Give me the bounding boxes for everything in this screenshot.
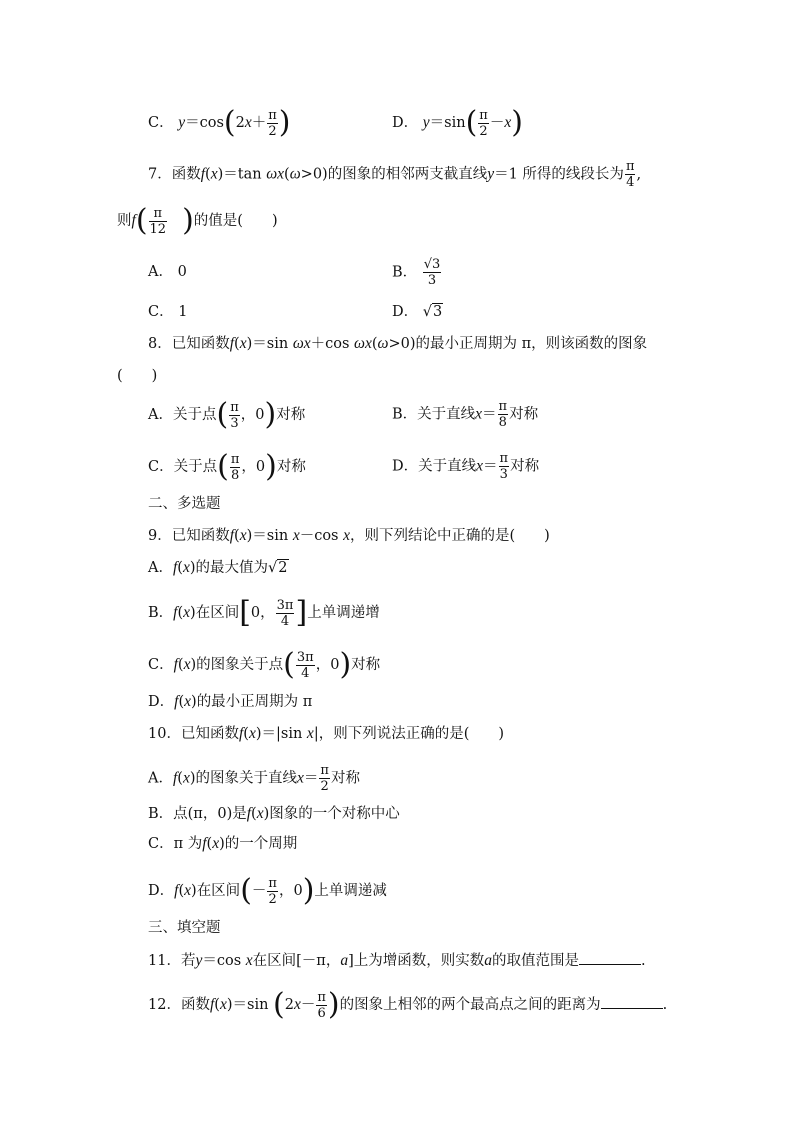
q9-option-b: B．f(x)在区间[0， $\frac{3\pi}{4}$ ]上单调递增	[148, 595, 380, 630]
q12-stem: 12．函数f(x)＝sin (2x－ $\frac{\pi}{6}$ )的图象上相邻的两个最高点之间的距离为 .	[148, 987, 668, 1022]
q10-option-c: C．π 为f(x)的一个周期	[148, 835, 298, 852]
q8-stem: 8．已知函数f(x)＝sin ωx＋cos ωx(ω>0)的最小正周期为 π，则该函数的图象	[148, 335, 648, 352]
q9-option-d: D．f(x)的最小正周期为 π	[148, 693, 313, 710]
q9-option-a: A．f(x)的最大值为√2	[148, 559, 288, 576]
q10-option-b: B．点(π，0)是f(x)图象的一个对称中心	[148, 805, 400, 822]
q7-option-c: C． 1	[148, 304, 188, 320]
q8-stem-line2: ( )	[117, 368, 158, 384]
q10-option-a: A．f(x)的图象关于直线x＝ $\frac{\pi}{2}$ 对称	[148, 763, 360, 794]
section-heading-fill-in: 三、填空题	[148, 920, 221, 936]
q7-option-a: A． 0	[148, 264, 187, 280]
q6-option-c: C． y＝cos(2x＋ $\frac{\pi}{2}$ )	[148, 105, 291, 140]
q7-option-d: D． √3	[392, 304, 443, 320]
q8-option-b: B．关于直线x＝ $\frac{\pi}{8}$ 对称	[392, 399, 539, 430]
q12-answer-blank[interactable]	[601, 994, 663, 1009]
q9-stem: 9．已知函数f(x)＝sin x－cos x，则下列结论中正确的是( )	[148, 527, 550, 544]
q7-stem: 7．函数f(x)＝tan ωx(ω>0)的图象的相邻两支截直线y＝1 所得的线段长为 $\frac{\pi}{4}$ ,	[148, 159, 642, 190]
q10-stem: 10．已知函数f(x)＝|sin x|，则下列说法正确的是( )	[148, 725, 505, 742]
q10-option-d: D．f(x)在区间(－ $\frac{\pi}{2}$ ，0)上单调递减	[148, 873, 387, 908]
q7-stem-line2: 则f( $\frac{\pi}{12}$ )的值是( )	[117, 203, 278, 238]
q6-option-d: D． y＝sin( $\frac{\pi}{2}$ －x)	[392, 105, 523, 140]
section-heading-multi-choice: 二、多选题	[148, 496, 221, 512]
q11-stem: 11．若y＝cos x在区间[－π，a]上为增函数，则实数a的取值范围是 .	[148, 952, 646, 969]
q7-option-b: B． $\frac{√3}{3}$	[392, 257, 441, 288]
q9-option-c: C．f(x)的图象关于点( $\frac{3\pi}{4}$ ，0)对称	[148, 647, 381, 682]
q11-answer-blank[interactable]	[579, 950, 641, 965]
q8-option-a: A．关于点( $\frac{\pi}{3}$ ，0)对称	[148, 397, 306, 432]
q8-option-d: D．关于直线x＝ $\frac{\pi}{3}$ 对称	[392, 451, 540, 482]
q8-option-c: C．关于点( $\frac{\pi}{8}$ ，0)对称	[148, 449, 306, 484]
